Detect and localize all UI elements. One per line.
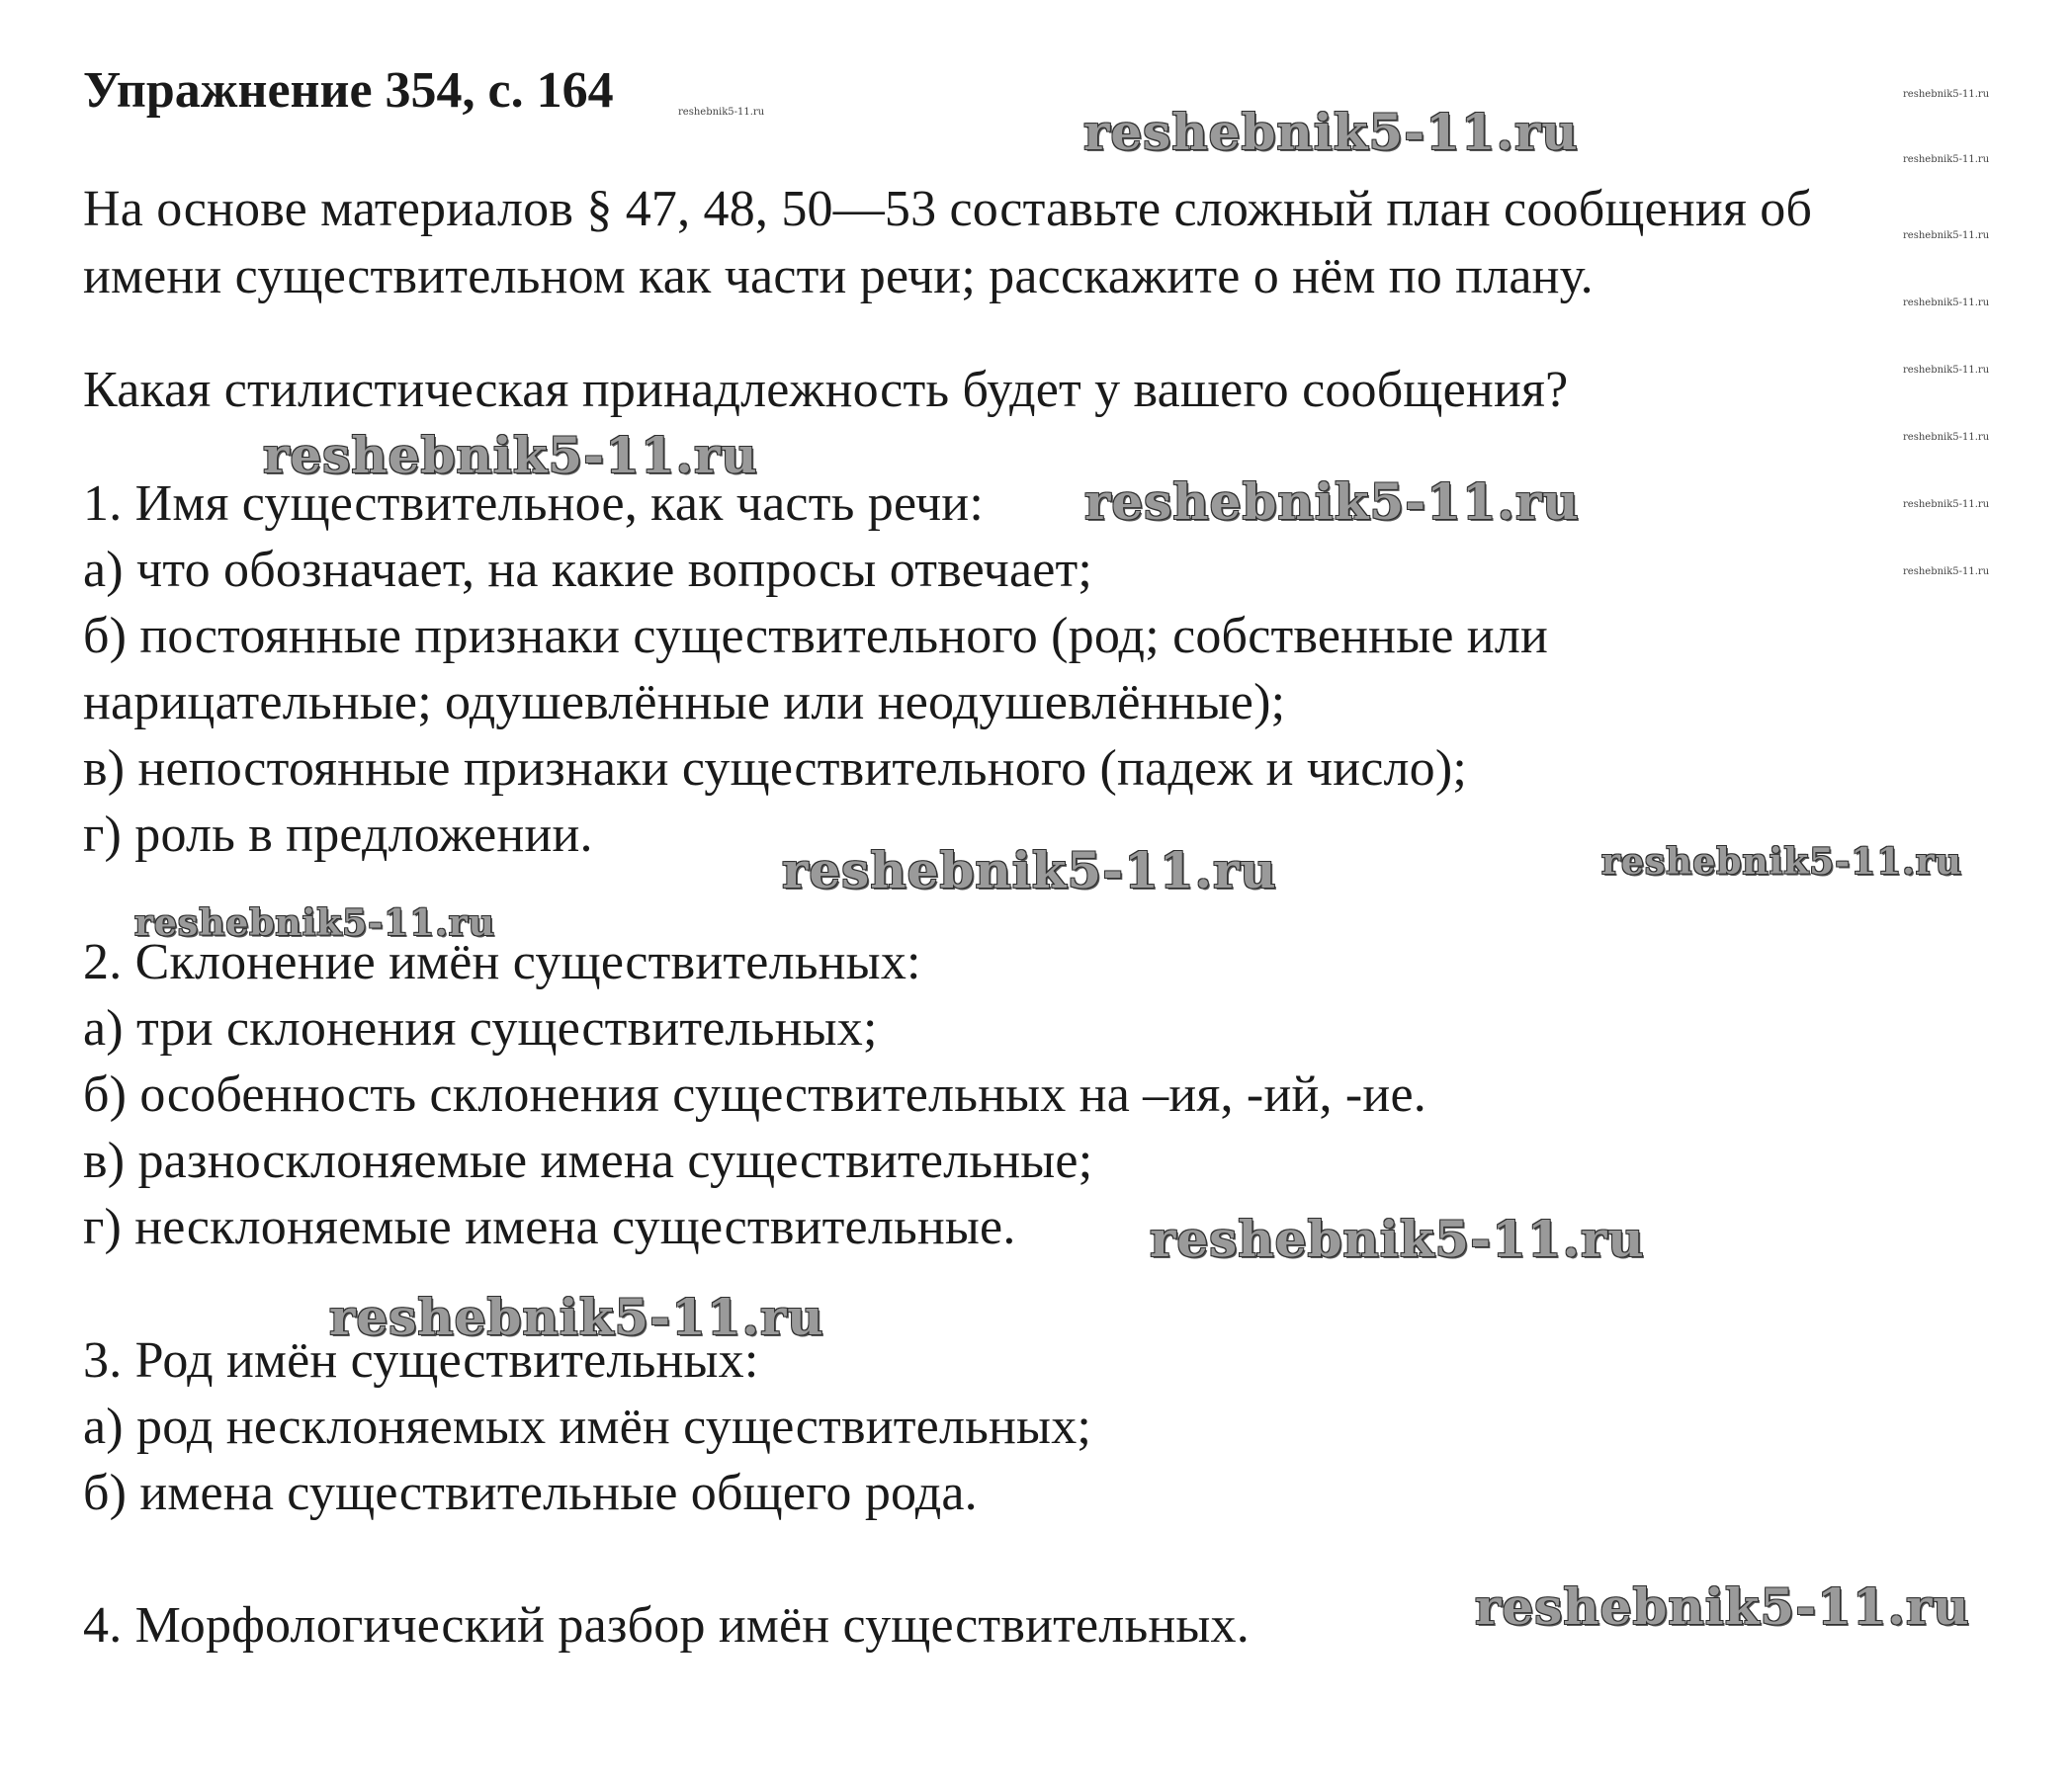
watermark: reshebnik5-11.ru [329,1288,824,1346]
plan-item-1c: в) непостоянные признаки существительного (падеж и число); [83,740,1468,797]
exercise-title: Упражнение 354, с. 164 [83,62,614,119]
watermark-small: reshebnik5-11.ru [1903,499,1990,510]
watermark-small: reshebnik5-11.ru [1903,298,1990,308]
watermark: reshebnik5-11.ru [1475,1577,1970,1636]
watermark: reshebnik5-11.ru [263,426,758,484]
watermark-small: reshebnik5-11.ru [1903,566,1990,577]
watermark: reshebnik5-11.ru [134,902,495,944]
plan-item-2d: г) несклоняемые имена существительные. [83,1199,1016,1255]
plan-item-3a: а) род несклоняемых имён существительных; [83,1399,1092,1455]
watermark-small: reshebnik5-11.ru [1903,230,1990,241]
plan-item-1a: а) что обозначает, на какие вопросы отвечает; [83,542,1093,598]
plan-item-3-heading: 3. Род имён существительных: [83,1332,759,1389]
plan-item-2a: а) три склонения существительных; [83,1000,878,1057]
watermark: reshebnik5-11.ru [1084,472,1580,531]
watermark-small: reshebnik5-11.ru [678,107,765,118]
watermark: reshebnik5-11.ru [1150,1210,1645,1268]
plan-item-2b: б) особенность склонения существительных на –ия, -ий, -ие. [83,1066,1426,1123]
plan-item-1b: б) постоянные признаки существительного (род; собственные или [83,608,1549,664]
task-question: Какая стилистическая принадлежность будет у вашего сообщения? [83,362,1569,418]
watermark-small: reshebnik5-11.ru [1903,432,1990,443]
task-line-1: На основе материалов § 47, 48, 50—53 составьте сложный план сообщения об [83,181,1813,237]
watermark-small: reshebnik5-11.ru [1903,89,1990,100]
plan-item-1-heading: 1. Имя существительное, как часть речи: [83,475,984,532]
plan-item-4-heading: 4. Морфологический разбор имён существительных. [83,1597,1250,1654]
plan-item-2-heading: 2. Склонение имён существительных: [83,934,921,990]
plan-item-1d: г) роль в предложении. [83,807,593,863]
plan-item-2c: в) разносклоняемые имена существительные; [83,1133,1093,1189]
watermark-small: reshebnik5-11.ru [1903,365,1990,376]
watermark: reshebnik5-11.ru [782,841,1277,899]
plan-item-1b-cont: нарицательные; одушевлённые или неодушевлённые); [83,674,1286,730]
task-line-2: имени существительном как части речи; расскажите о нём по плану. [83,248,1594,304]
watermark: reshebnik5-11.ru [1083,103,1579,161]
watermark: reshebnik5-11.ru [1601,841,1962,883]
watermark-small: reshebnik5-11.ru [1903,154,1990,165]
plan-item-3b: б) имена существительные общего рода. [83,1465,978,1521]
